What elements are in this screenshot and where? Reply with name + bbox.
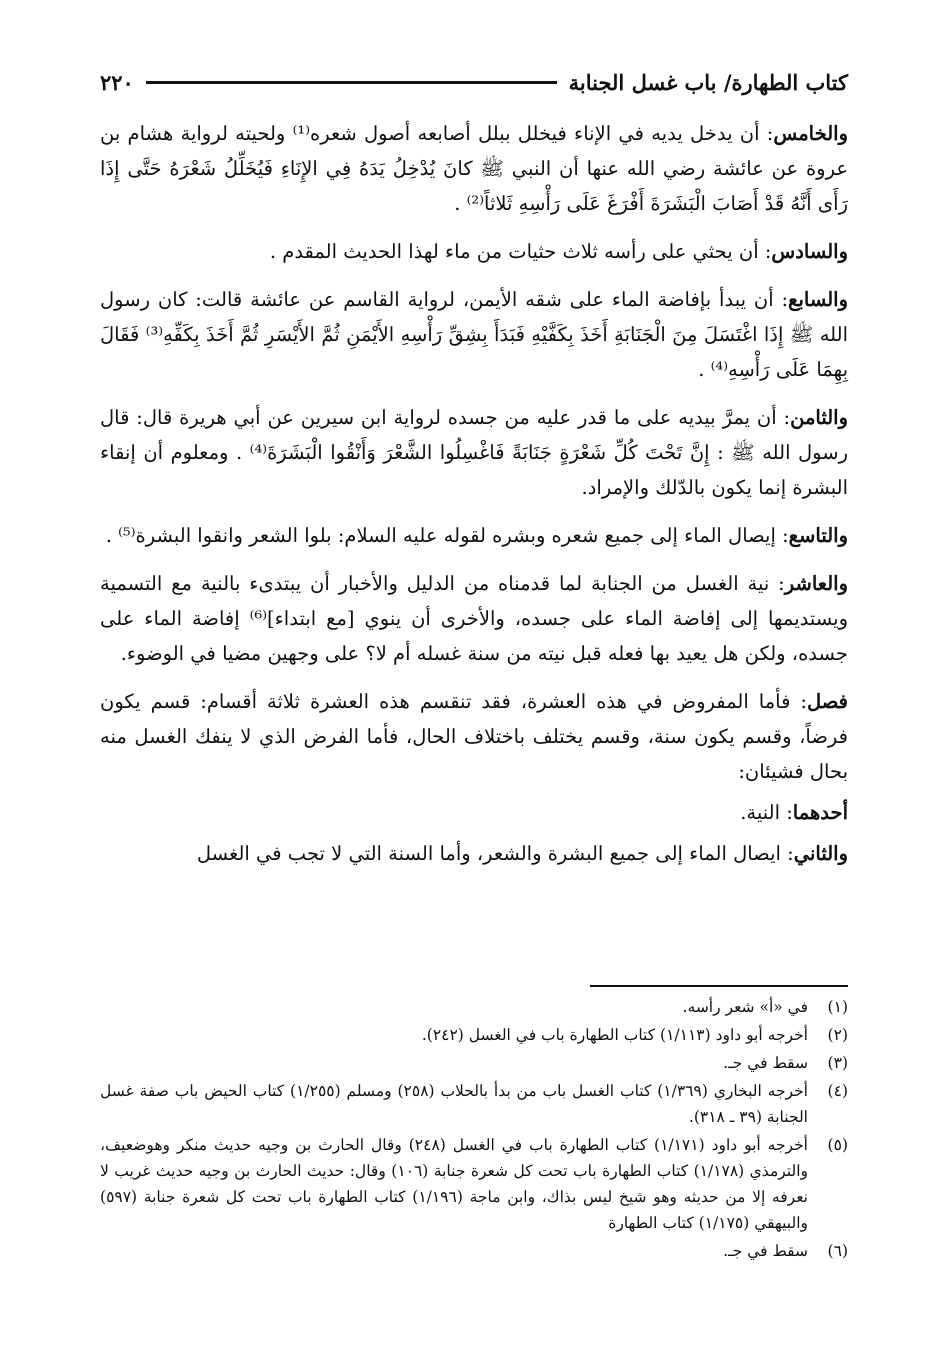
paragraph-text: : نية الغسل من الجنابة لما قدمناه من الدليل والأخبار أن يبتدىء بالنية مع التسمية ويستديمها إلى إفاضة الماء على جسده، والأخرى أن ينوي [مع ابتداء]⁽⁶⁾ إفاضة الماء على جسده، ولكن هل يعيد بها فعله قبل نيته من سنة غسله أم لا؟ على وجهين مضيا في الوضوء.: [100, 572, 848, 665]
paragraph-text: : فأما المفروض في هذه العشرة، فقد تنقسم هذه العشرة ثلاثة أقسام: قسم يكون فرضاً، وقسم يكون سنة، وقسم يختلف باختلاف الحال، فأما الفرض الذي لا ينفك الغسل منه بحال فشيئان:: [100, 690, 848, 783]
paragraph-text: : أن يبدأ بإفاضة الماء على شقه الأيمن، لرواية القاسم عن عائشة قالت: كان رسول الله ﷺ إِذَا اغْتَسَلَ مِنَ الْجَنَابَةِ أَخَذَ بِكَفَّيْهِ فَبَدَأَ بِشِقِّ رَأْسِهِ الأَيْمَنِ ثُمَّ الأَيْسَرِ ثُمَّ أَخَذَ بِكَفِّهِ⁽³⁾ فَقَالَ بِهِمَا عَلَى رَأْسِهِ⁽⁴⁾ .: [100, 288, 848, 381]
footnote-text: سقط في جـ.: [723, 1242, 808, 1260]
footnote: [100, 994, 848, 1020]
paragraph-lead: والسابع: [788, 288, 848, 311]
paragraph-section: [100, 684, 848, 789]
paragraph-lead: أحدهما: [792, 801, 848, 824]
paragraph-sixth: [100, 234, 848, 269]
footnote-text: أخرجه البخاري (١/٣٦٩) كتاب الغسل باب من بدأ بالحلاب (٢٥٨) ومسلم (١/٢٥٥) كتاب الحيض باب صفة غسل الجنابة (٣٩ ـ ٣١٨).: [100, 1082, 808, 1126]
paragraph-first-item: [100, 795, 848, 830]
footnote-number: (٣): [827, 1054, 848, 1072]
footnote-text: أخرجه أبو داود (١/١١٣) كتاب الطهارة باب في الغسل (٢٤٢).: [421, 1026, 808, 1044]
paragraph-text: : أن يحثي على رأسه ثلاث حثيات من ماء لهذا الحديث المقدم .: [269, 240, 772, 263]
header-rule: [146, 81, 557, 84]
paragraph-lead: فصل: [807, 690, 848, 713]
paragraph-eighth: [100, 400, 848, 505]
footnote-text: أخرجه أبو داود (١/١٧١) كتاب الطهارة باب في الغسل (٢٤٨) وقال الحارث بن وجيه حديث منكر وهوضعيف، والترمذي (١/١٧٨) كتاب الطهارة باب تحت كل شعرة جنابة (١٠٦) وقال: حديث الحارث بن وجيه حديث غريب لا نعرفه إلا من حديثه وهو شيخ ليس بذاك، وابن ماجة (١/١٩٦) كتاب الطهارة باب تحت كل شعرة جنابة (٥٩٧) والبيهقي (١/١٧٥) كتاب الطهارة: [100, 1136, 808, 1232]
footnote: [100, 1022, 848, 1048]
footnote-number: (٤): [827, 1082, 848, 1100]
paragraph-lead: والسادس: [771, 240, 848, 263]
paragraph-lead: والتاسع: [788, 524, 848, 547]
paragraph-lead: والخامس: [773, 122, 848, 145]
paragraph-second-item: [100, 836, 848, 871]
footnote-number: (٦): [827, 1242, 848, 1260]
footnotes: [100, 994, 848, 1266]
footnote-separator: [590, 985, 848, 987]
paragraph-lead: والعاشر: [784, 572, 848, 595]
footnote-number: (٢): [827, 1026, 848, 1044]
footnote-number: (٥): [827, 1136, 848, 1154]
paragraph-text: : إيصال الماء إلى جميع شعره وبشره لقوله عليه السلام: بلوا الشعر وانقوا البشرة⁽⁵⁾ .: [105, 524, 789, 547]
paragraph-text: : أن يمرَّ بيديه على ما قدر عليه من جسده لرواية ابن سيرين عن أبي هريرة قال: قال رسول الله ﷺ : إِنَّ تَحْتَ كُلِّ شَعْرَةٍ جَنَابَةً فَاغْسِلُوا الشَّعْرَ وَأَنْقُوا الْبَشَرَةَ⁽⁴⁾ . ومعلوم أن إنقاء البشرة إنما يكون بالدّلك والإمراد.: [100, 406, 848, 499]
paragraph-lead: والثاني: [793, 842, 848, 865]
footnote: [100, 1078, 848, 1130]
chapter-title: كتاب الطهارة/ باب غسل الجنابة: [568, 69, 848, 95]
paragraph-text: : النية.: [740, 801, 793, 824]
running-header: [100, 62, 848, 102]
footnote: [100, 1132, 848, 1236]
paragraph-ninth: [100, 518, 848, 553]
paragraph-lead: والثامن: [790, 406, 848, 429]
footnote-text: سقط في جـ.: [723, 1054, 808, 1072]
footnote: [100, 1050, 848, 1076]
main-text: [100, 116, 848, 884]
paragraph-tenth: [100, 566, 848, 671]
footnote-text: في «أ» شعر رأسه.: [682, 998, 808, 1016]
paragraph-fifth: [100, 116, 848, 221]
paragraph-text: : أن يدخل يديه في الإناء فيخلل ببلل أصابعه أصول شعره⁽¹⁾ ولحيته لرواية هشام بن عروة عن عائشة رضي الله عنها أن النبي ﷺ كانَ يُدْخِلُ يَدَهُ فِي الإِنَاءِ فَيُخَلِّلُ شَعْرَهُ حَتَّى إِذَا رَأَى أَنَّهُ قَدْ أَصَابَ الْبَشَرَةَ أَفْرَغَ عَلَى رَأْسِهِ ثَلاثاً⁽²⁾ .: [100, 122, 848, 215]
paragraph-seventh: [100, 282, 848, 387]
footnote: [100, 1238, 848, 1264]
page-number: ٢٢٠: [100, 69, 134, 95]
paragraph-text: : ايصال الماء إلى جميع البشرة والشعر، وأما السنة التي لا تجب في الغسل: [196, 842, 794, 865]
footnote-number: (١): [827, 998, 848, 1016]
